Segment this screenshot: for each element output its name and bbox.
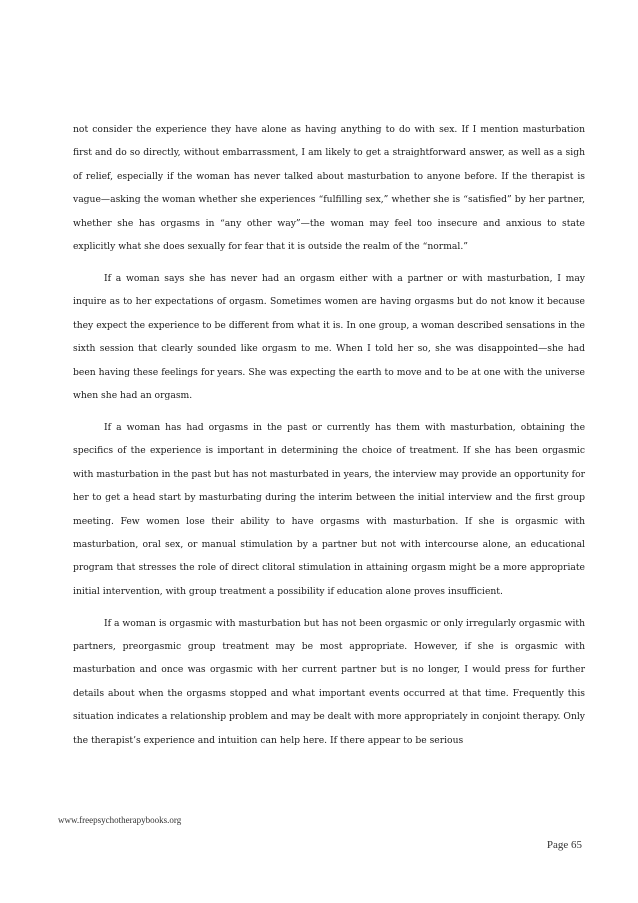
paragraph-1: not consider the experience they have alone as having anything to do with sex. If I mention masturbation first and do so directly, without embarrassment, I am likely to get a straightforward answer, as well as a sigh of relief, especially if the woman has never talked about masturbation to anyone before. If the therapist is vague—asking the woman whether she experiences “fulfilling sex,” whether she is “satisfied” by her partner, whether she has orgasms in “any other way”—the woman may feel too insecure and anxious to state explicitly what she does sexually for fear that it is outside the realm of the “normal.” xyxy=(73,124,585,253)
paragraph-4: If a woman is orgasmic with masturbation but has not been orgasmic or only irregularly orgasmic with partners, preorgasmic group treatment may be most appropriate. However, if she is orgasmic with masturbation and once was orgasmic with her current partner but is no longer, I would press for further details about when the orgasms stopped and what important events occurred at that time. Frequently this situation indicates a relationship problem and may be dealt with more appropriately in conjoint therapy. Only the therapist’s experience and intuition can help here. If there appear to be serious xyxy=(73,617,585,746)
page-number: Page 65 xyxy=(546,839,582,851)
paragraph-3: If a woman has had orgasms in the past or currently has them with masturbation, obtaining the specifics of the experience is important in determining the choice of treatment. If she has been orgasmic with masturbation in the past but has not masturbated in years, the interview may provide an opportunity for her to get a head start by masturbating during the interim between the initial interview and the first group meeting. Few women lose their ability to have orgasms with masturbation. If she is orgasmic with masturbation, oral sex, or manual stimulation by a partner but not with intercourse alone, an educational program that stresses the role of direct clitoral stimulation in attaining orgasm might be a more appropriate initial intervention, with group treatment a possibility if education alone proves insufficient. xyxy=(73,421,585,597)
paragraph-2: If a woman says she has never had an orgasm either with a partner or with masturbation, I may inquire as to her expectations of orgasm. Sometimes women are having orgasms but do not know it because they expect the experience to be different from what it is. In one group, a woman described sensations in the sixth session that clearly sounded like orgasm to me. When I told her so, she was disappointed—she had been having these feelings for years. She was expecting the earth to move and to be at one with the universe when she had an orgasm. xyxy=(73,272,585,401)
footer-url: www.freepsychotherapybooks.org xyxy=(58,815,182,825)
document-body xyxy=(73,118,585,752)
